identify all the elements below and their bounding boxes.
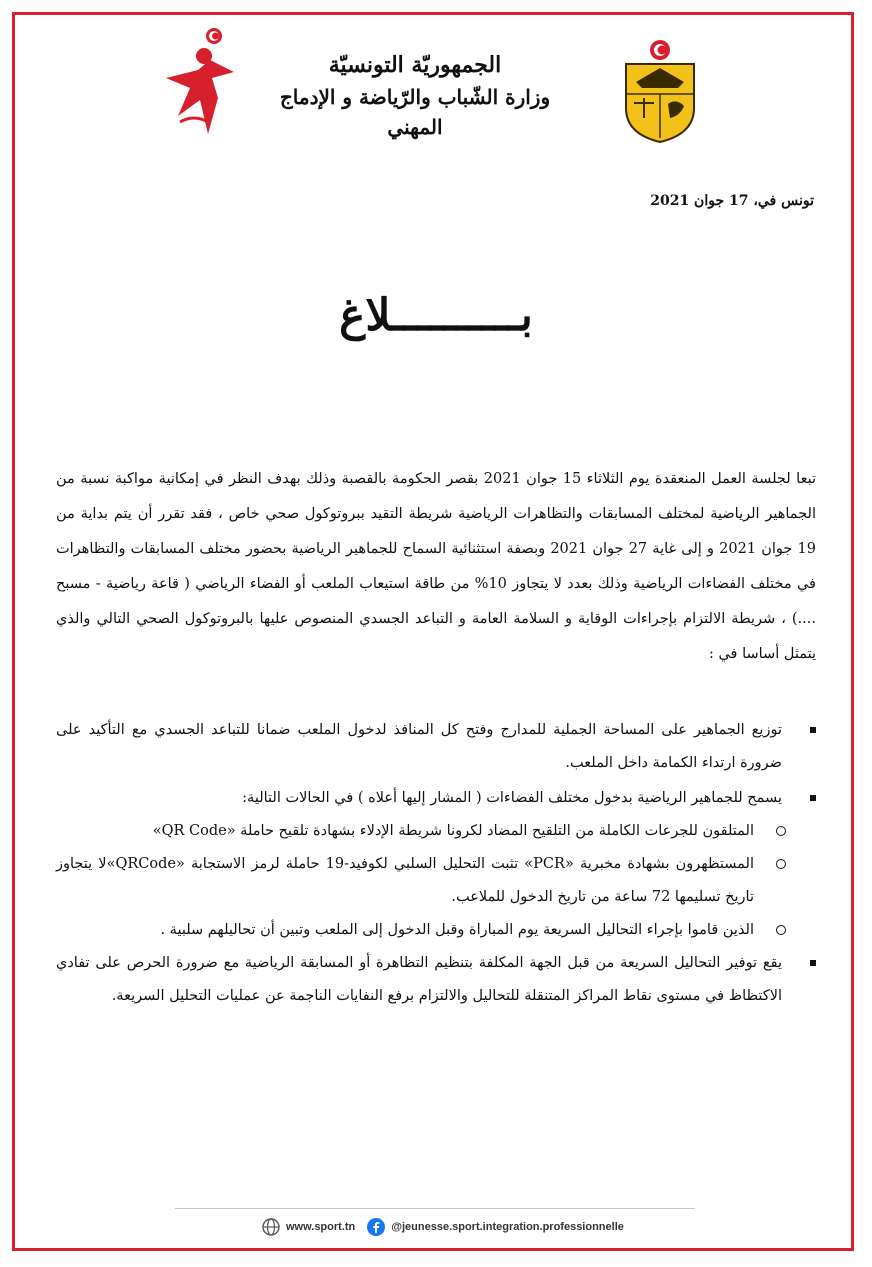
list-item-text: توزيع الجماهير على المساحة الجملية للمدارج وفتح كل المنافذ لدخول الملعب ضمانا للتباعد الجسدي مع التأكيد على ضرورة ارتداء الكمامة داخل الملعب. <box>56 722 782 771</box>
square-bullet-icon <box>810 960 816 966</box>
document-date: تونس في، 17 جوان 2021 <box>650 193 814 209</box>
square-bullet-icon <box>810 727 816 733</box>
ministry-logo <box>160 26 240 138</box>
facebook-handle[interactable]: @jeunesse.sport.integration.professionnelle <box>391 1221 624 1233</box>
square-bullet-icon <box>810 795 816 801</box>
list-item-text: يسمح للجماهير الرياضية بدخول مختلف الفضاءات ( المشار إليها أعلاه ) في الحالات التالية: <box>242 790 782 806</box>
website-link[interactable]: www.sport.tn <box>286 1221 356 1233</box>
sub-list-item <box>56 848 816 914</box>
globe-icon <box>262 1218 280 1236</box>
tunisia-emblem-logo <box>620 38 700 144</box>
intro-text: تبعا لجلسة العمل المنعقدة يوم الثلاثاء 15 جوان 2021 بقصر الحكومة بالقصبة وذلك بهدف النظر في إمكانية مواكبة نسبة من الجماهير الرياضية لمختلف المسابقات والتظاهرات الرياضية شريطة التقيد ببروتوكول صحي خاص ، فقد تقرر أن يتم بداية من 19 جوان 2021 و إلى غاية 27 جوان 2021 وبصفة استثنائية السماح للجماهير الرياضية بحضور مختلف المسابقات والتظاهرات في مختلف الفضاءات الرياضية وذلك بعدد لا يتجاوز 10% من طاقة استيعاب الملعب أو الفضاء الرياضي ( قاعة رياضية - مسبح ....) ، شريطة الالتزام بإجراءات الوقاية و السلامة العامة و التباعد الجسدي المنصوص عليها بالبروتوكول الصحي التالي والذي يتمثل أساسا في : <box>56 471 816 662</box>
list-item <box>56 782 816 815</box>
sub-list-item-text: الذين قاموا بإجراء التحاليل السريعة يوم المباراة وقبل الدخول إلى الملعب وتبين أن تحاليلهم سلبية . <box>160 922 754 938</box>
sub-list-item-text: المستظهرون بشهادة مخبرية «PCR» تثبت التحليل السلبي لكوفيد-19 حاملة لرمز الاستجابة «QRCode»لا يتجاوز تاريخ تسليمها 72 ساعة من تاريخ الدخول للملاعب. <box>56 856 754 905</box>
ministry-title: وزارة الشّباب والرّياضة و الإدماج المهني <box>279 85 551 139</box>
circle-bullet-icon <box>776 925 786 935</box>
sub-list-item-text: المتلقون للجرعات الكاملة من التلقيح المضاد لكرونا شريطة الإدلاء بشهادة تلقيح حاملة «QR Code» <box>152 823 754 839</box>
list-item <box>56 714 816 780</box>
sub-list-item <box>56 914 816 947</box>
facebook-icon[interactable] <box>367 1218 385 1236</box>
circle-bullet-icon <box>776 826 786 836</box>
footer <box>262 1216 624 1238</box>
sub-list-item <box>56 815 816 848</box>
protocol-list <box>56 714 816 1013</box>
header-title <box>250 50 580 142</box>
intro-paragraph <box>56 462 816 672</box>
list-item-text: يقع توفير التحاليل السريعة من قبل الجهة المكلفة بتنظيم التظاهرة أو المسابقة الرياضية مع ضرورة الحرص على تفادي الاكتظاظ في مستوى نقاط المراكز المتنقلة للتحاليل والالتزام برفع النفايات الناجمة عن عمليات التحليل السريعة. <box>56 955 782 1004</box>
republic-title: الجمهوريّة التونسيّة <box>328 52 502 78</box>
document-heading: بــــــــــلاغ <box>339 290 533 341</box>
list-item <box>56 947 816 1013</box>
circle-bullet-icon <box>776 859 786 869</box>
footer-divider <box>175 1208 695 1209</box>
